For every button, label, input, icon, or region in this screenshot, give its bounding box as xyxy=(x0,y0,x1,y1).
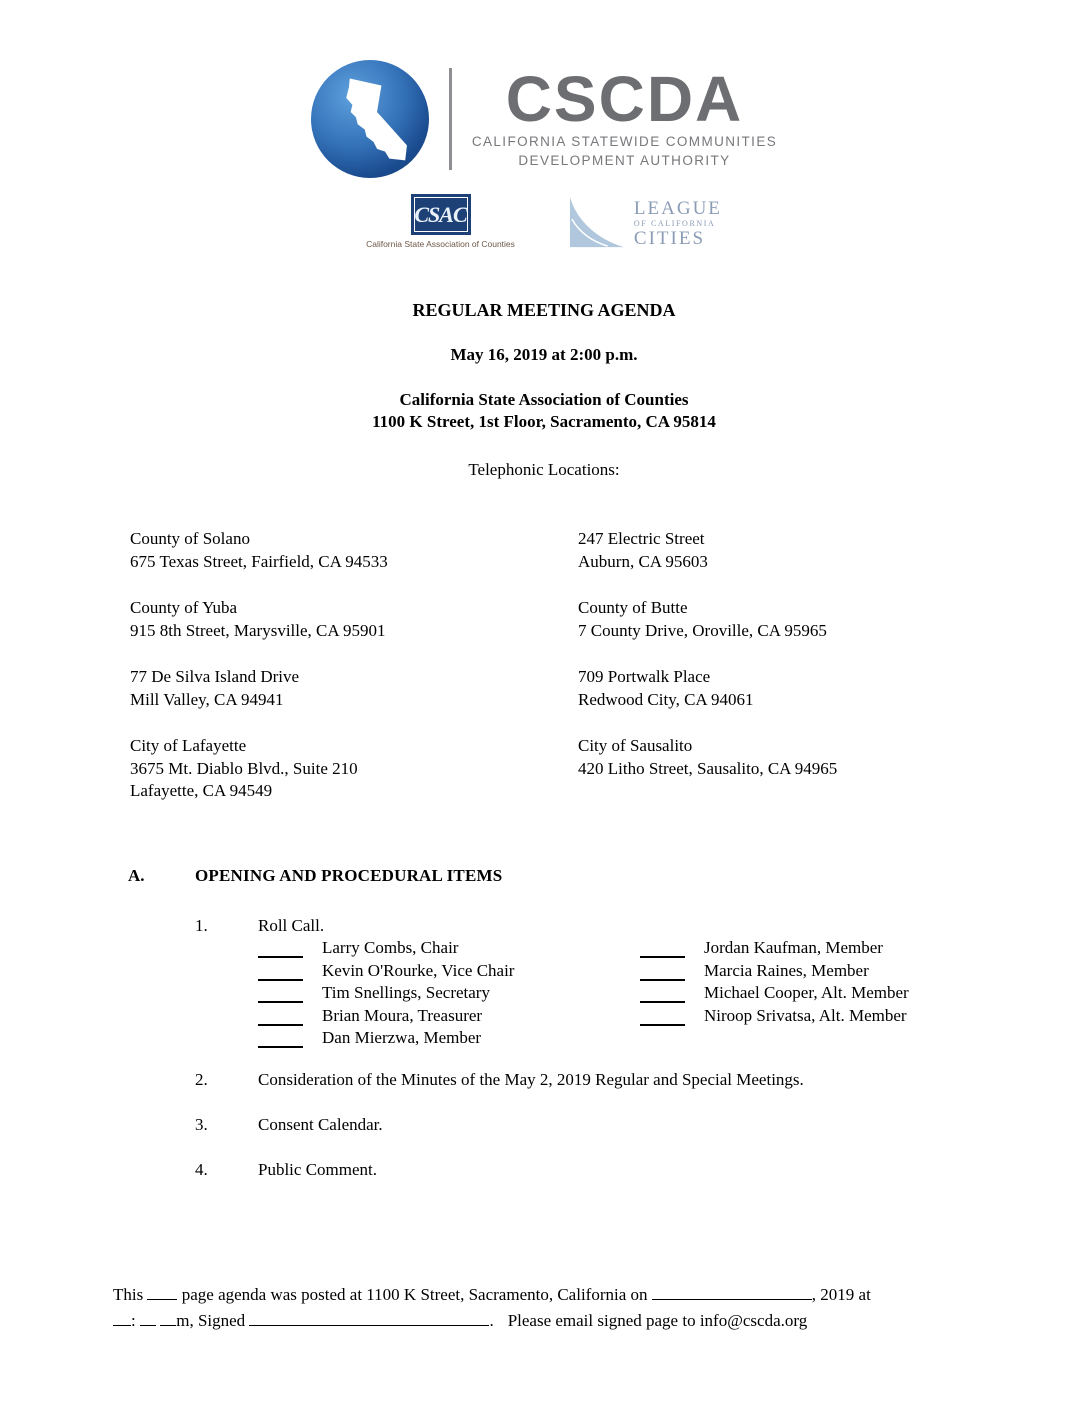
item-text: Consent Calendar. xyxy=(258,1115,383,1134)
posting-email-note: Please email signed page to info@cscda.org xyxy=(507,1310,808,1330)
posting-notice-line2 xyxy=(113,1308,993,1334)
posting-text: This xyxy=(113,1285,144,1304)
posting-text: page agenda was posted at 1100 K Street, Sacramento, California on xyxy=(181,1285,648,1304)
league-of-california-cities-logo xyxy=(567,196,722,250)
roll-call-row xyxy=(0,1006,1088,1029)
location-line: 709 Portwalk Place xyxy=(578,667,711,686)
location-line: 247 Electric Street xyxy=(578,529,705,548)
csac-logo xyxy=(366,194,515,249)
roll-call-name: Kevin O'Rourke, Vice Chair xyxy=(322,960,515,980)
roll-call-blank xyxy=(258,941,303,958)
item-text: Roll Call. xyxy=(258,916,325,935)
league-wordmark-line2: OF CALIFORNIA xyxy=(633,218,716,228)
location-line: 77 De Silva Island Drive xyxy=(130,667,300,686)
location-line: 7 County Drive, Oroville, CA 95965 xyxy=(578,620,827,640)
cscda-subtitle-line2: DEVELOPMENT AUTHORITY xyxy=(518,152,731,168)
agenda-item-1 xyxy=(0,916,1088,938)
fill-in-blank-date xyxy=(652,1285,812,1300)
roll-call-name: Niroop Srivatsa, Alt. Member xyxy=(704,1005,907,1025)
posting-text: : xyxy=(131,1310,136,1330)
roll-call-name: Michael Cooper, Alt. Member xyxy=(704,983,909,1002)
posting-notice xyxy=(113,1282,993,1333)
venue-address: 1100 K Street, 1st Floor, Sacramento, CA 95814 xyxy=(372,412,716,431)
location-line: City of Lafayette xyxy=(130,736,247,755)
roll-call-name: Larry Combs, Chair xyxy=(322,938,459,957)
telephonic-locations-label: Telephonic Locations: xyxy=(468,460,620,479)
roll-call-name: Dan Mierzwa, Member xyxy=(322,1028,482,1047)
roll-call-row xyxy=(0,961,1088,984)
roll-call-name: Brian Moura, Treasurer xyxy=(322,1005,483,1025)
league-wordmark xyxy=(634,199,722,248)
location-butte xyxy=(578,597,837,642)
roll-call-blank xyxy=(258,986,303,1003)
posting-text: . xyxy=(489,1310,494,1330)
location-line: 915 8th Street, Marysville, CA 95901 xyxy=(130,620,386,640)
item-number: 1. xyxy=(195,916,208,935)
roll-call-list xyxy=(0,938,1088,1051)
location-line: Auburn, CA 95603 xyxy=(578,551,708,571)
cscda-subtitle xyxy=(472,132,777,170)
location-auburn xyxy=(578,528,837,573)
cscda-logo xyxy=(0,60,1088,178)
csac-caption: California State Association of Counties xyxy=(366,239,515,249)
roll-call-blank xyxy=(640,964,685,981)
roll-call-blank xyxy=(640,1009,685,1026)
location-line: County of Butte xyxy=(578,598,688,617)
roll-call-name: Jordan Kaufman, Member xyxy=(704,938,883,957)
meeting-title: REGULAR MEETING AGENDA xyxy=(412,300,676,320)
section-title: OPENING AND PROCEDURAL ITEMS xyxy=(195,866,503,885)
agenda-item-3 xyxy=(0,1115,1088,1137)
roll-call-blank xyxy=(258,964,303,981)
section-letter: A. xyxy=(128,866,145,885)
roll-call-name: Tim Snellings, Secretary xyxy=(322,983,490,1002)
fill-in-blank-minute xyxy=(140,1311,156,1326)
location-line: 420 Litho Street, Sausalito, CA 94965 xyxy=(578,758,838,778)
roll-call-row xyxy=(0,1028,1088,1051)
csac-acronym: CSAC xyxy=(414,201,467,227)
location-redwood-city xyxy=(578,666,837,711)
fill-in-blank-hour xyxy=(113,1311,131,1326)
item-number: 3. xyxy=(195,1115,208,1134)
location-line: City of Sausalito xyxy=(578,736,693,755)
agenda-item-2 xyxy=(0,1070,1088,1092)
roll-call-row xyxy=(0,938,1088,961)
fill-in-blank-ampm xyxy=(160,1311,176,1326)
agenda-item-4 xyxy=(0,1160,1088,1182)
item-text: Consideration of the Minutes of the May 2, 2019 Regular and Special Meetings. xyxy=(258,1070,804,1089)
fill-in-blank-signature xyxy=(249,1311,489,1326)
section-heading xyxy=(0,866,1088,888)
cscda-subtitle-line1: CALIFORNIA STATEWIDE COMMUNITIES xyxy=(471,133,778,149)
location-yuba xyxy=(130,597,388,642)
item-number: 2. xyxy=(195,1070,208,1089)
roll-call-blank xyxy=(258,1031,303,1048)
location-sausalito xyxy=(578,735,837,780)
posting-notice-line1 xyxy=(113,1282,993,1308)
location-mill-valley xyxy=(130,666,388,711)
roll-call-blank xyxy=(640,941,685,958)
league-wordmark-line3: CITIES xyxy=(633,227,706,249)
partner-logos-row xyxy=(0,194,1088,250)
posting-text: m, Signed xyxy=(176,1310,246,1330)
item-text: Public Comment. xyxy=(258,1160,377,1179)
roll-call-blank xyxy=(640,986,685,1003)
league-wordmark-line1: LEAGUE xyxy=(633,197,722,219)
location-lafayette xyxy=(130,735,388,803)
league-swoosh-icon xyxy=(567,196,625,250)
meeting-datetime: May 16, 2019 at 2:00 p.m. xyxy=(450,345,638,364)
location-line: Lafayette, CA 94549 xyxy=(130,781,273,800)
posting-text: , 2019 at xyxy=(811,1285,871,1304)
csac-square-icon xyxy=(411,194,471,235)
venue-name: California State Association of Counties xyxy=(399,390,689,409)
location-solano xyxy=(130,528,388,573)
cscda-wordmark: CSCDA xyxy=(505,62,744,135)
item-number: 4. xyxy=(195,1160,208,1179)
california-globe-icon xyxy=(311,60,429,178)
location-line: Mill Valley, CA 94941 xyxy=(130,689,284,709)
location-line: County of Yuba xyxy=(130,598,238,617)
location-line: 675 Texas Street, Fairfield, CA 94533 xyxy=(130,551,388,571)
venue-block xyxy=(0,389,1088,433)
telephonic-locations xyxy=(0,528,1088,818)
location-line: County of Solano xyxy=(130,529,250,548)
locations-column-right xyxy=(578,528,837,804)
fill-in-blank-page-count xyxy=(147,1285,177,1300)
locations-column-left xyxy=(130,528,388,827)
location-line: Redwood City, CA 94061 xyxy=(578,689,754,709)
roll-call-row xyxy=(0,983,1088,1006)
roll-call-blank xyxy=(258,1009,303,1026)
roll-call-name: Marcia Raines, Member xyxy=(704,960,869,980)
location-line: 3675 Mt. Diablo Blvd., Suite 210 xyxy=(130,758,358,778)
logo-divider xyxy=(449,68,452,170)
